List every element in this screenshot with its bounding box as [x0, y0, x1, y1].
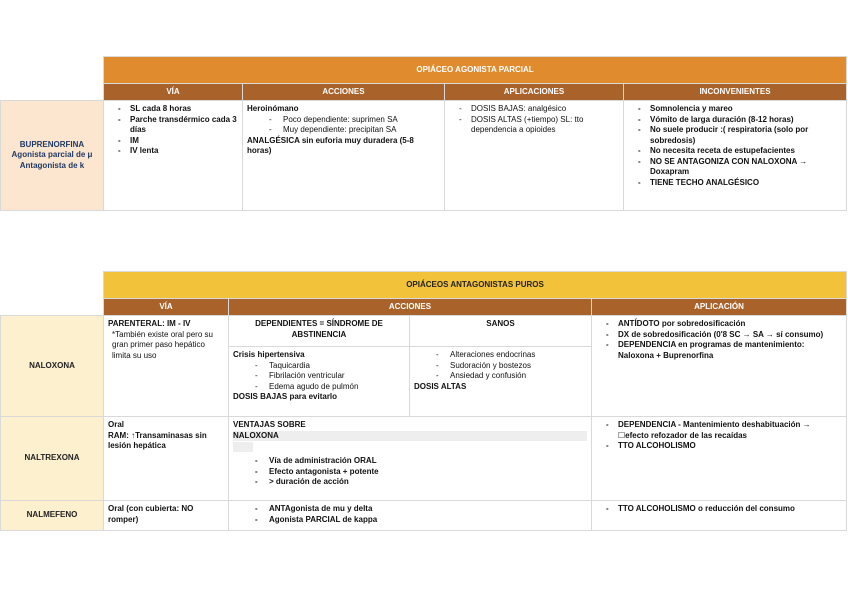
naloxona-aplicacion: [592, 316, 847, 417]
col-aplicacion: APLICACIÓN: [592, 299, 847, 316]
list-item: - DX de sobredosificación (0'8 SC → SA → sí consumo): [596, 330, 842, 341]
list-item: - > duración de acción: [233, 477, 587, 488]
table2-title: OPIÁCEOS ANTAGONISTAS PUROS: [104, 272, 847, 299]
sanos-header: SANOS: [410, 316, 592, 347]
list-item: - Parche transdérmico cada 3 días: [108, 115, 238, 136]
list-item: - Efecto antagonista + potente: [233, 467, 587, 478]
dep-content: Crisis hipertensiva - Taquicardia - Fibrilación ventricular - Edema agudo de pulmón DOSIS BAJAS para evitarlo: [229, 347, 410, 417]
list-item: - Vía de administración ORAL: [233, 456, 587, 467]
list-item: - No necesita receta de estupefacientes: [628, 146, 842, 157]
list-item: - SL cada 8 horas: [108, 104, 238, 115]
list-item: - Vómito de larga duración (8-12 horas): [628, 115, 842, 126]
list-item: - TTO ALCOHOLISMO: [596, 441, 842, 452]
table-antagonistas-puros: [0, 271, 847, 531]
list-item: - TTO ALCOHOLISMO o reducción del consumo: [596, 504, 842, 515]
drug-nalmefeno: NALMEFENO: [1, 501, 104, 531]
naltrexona-acciones: VENTAJAS SOBRE NALOXONA - Vía de administración ORAL - Efecto antagonista + potente - > duración de acción: [229, 417, 592, 501]
list-item: - DEPENDENCIA en programas de mantenimiento: Naloxona + Buprenorfina: [596, 340, 842, 361]
list-item: - ANTAgonista de mu y delta: [233, 504, 587, 515]
list-item: - TIENE TECHO ANALGÉSICO: [628, 178, 842, 189]
list-item: - Ansiedad y confusión: [414, 371, 587, 382]
buprenorfina-inconvenientes: [624, 101, 847, 211]
col-inconvenientes: INCONVENIENTES: [624, 84, 847, 101]
naltrexona-via: Oral RAM: ↑Transaminasas sin lesión hepática: [104, 417, 229, 501]
list-item: - IV lenta: [108, 146, 238, 157]
list-item: - Agonista PARCIAL de kappa: [233, 515, 587, 526]
table1-title: OPIÁCEO AGONISTA PARCIAL: [104, 57, 847, 84]
list-item: - ANTÍDOTO por sobredosificación: [596, 319, 842, 330]
nalmefeno-aplicacion: [592, 501, 847, 531]
list-item: - Poco dependiente: suprimen SA: [247, 115, 440, 126]
drug-buprenorfina: BUPRENORFINA Agonista parcial de μ Antagonista de k: [1, 101, 104, 211]
naloxona-via: PARENTERAL: IM - IV *También existe oral pero su gran primer paso hepático limita su uso: [104, 316, 229, 417]
list-item: - Sudoración y bostezos: [414, 361, 587, 372]
list-item: - DOSIS ALTAS (+tiempo) SL: tto dependencia a opioides: [449, 115, 619, 136]
col-acciones: ACCIONES: [243, 84, 445, 101]
list-item: - DEPENDENCIA - Mantenimiento deshabituación → ☐efecto refozador de las recaídas: [596, 420, 842, 441]
list-item: - Taquicardia: [233, 361, 405, 372]
col-via: VÍA: [104, 299, 229, 316]
buprenorfina-aplicaciones: [445, 101, 624, 211]
list-item: - DOSIS BAJAS: analgésico: [449, 104, 619, 115]
dep-header: DEPENDIENTES = SÍNDROME DE ABSTINENCIA: [229, 316, 410, 347]
buprenorfina-via: [104, 101, 243, 211]
col-acciones: ACCIONES: [229, 299, 592, 316]
list-item: - IM: [108, 136, 238, 147]
col-via: VÍA: [104, 84, 243, 101]
col-aplicaciones: APLICACIONES: [445, 84, 624, 101]
list-item: - Edema agudo de pulmón: [233, 382, 405, 393]
highlight-block: [233, 442, 253, 452]
table-agonista-parcial: [0, 56, 847, 211]
drug-naloxona: NALOXONA: [1, 316, 104, 417]
nalmefeno-acciones: [229, 501, 592, 531]
drug-naltrexona: NALTREXONA: [1, 417, 104, 501]
nalmefeno-via: Oral (con cubierta: NO romper): [104, 501, 229, 531]
list-item: - Somnolencia y mareo: [628, 104, 842, 115]
buprenorfina-acciones: Heroinómano - Poco dependiente: suprimen SA - Muy dependiente: precipitan SA ANALGÉSICA sin euforia muy duradera (5-8 horas): [243, 101, 445, 211]
list-item: - Muy dependiente: precipitan SA: [247, 125, 440, 136]
sanos-content: - Alteraciones endocrinas - Sudoración y bostezos - Ansiedad y confusión DOSIS ALTAS: [410, 347, 592, 417]
list-item: - No suele producir :( respiratoria (solo por sobredosis): [628, 125, 842, 146]
list-item: - NO SE ANTAGONIZA CON NALOXONA → Doxapram: [628, 157, 842, 178]
list-item: - Fibrilación ventricular: [233, 371, 405, 382]
naltrexona-aplicacion: [592, 417, 847, 501]
list-item: - Alteraciones endocrinas: [414, 350, 587, 361]
